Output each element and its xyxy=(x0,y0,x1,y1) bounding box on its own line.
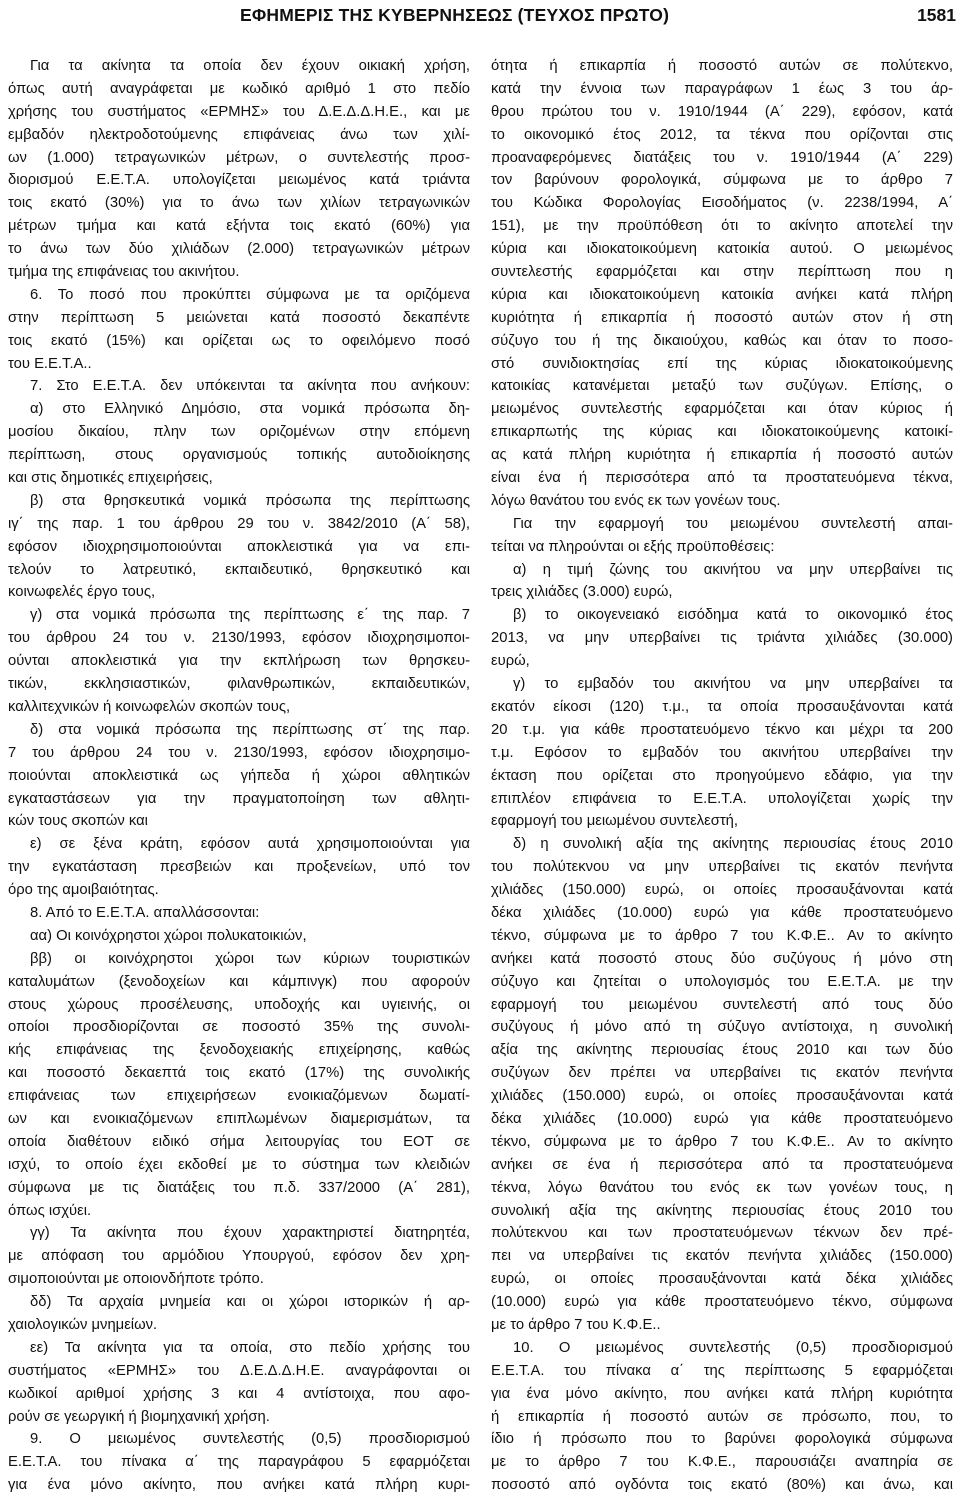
text-line: του άρθρου 24 του ν. 2130/1993, εφόσον ιδιοχρησιμοποι‑ xyxy=(8,630,470,647)
text-line: 10. Ο μειωμένος συντελεστής (0,5) προσδιορισμού xyxy=(513,1339,953,1356)
text-line: σύζυγο και ζητείται ο υπολογισμός του Ε.Ε.Τ.Α. με την xyxy=(491,973,953,990)
text-line: δδ) Τα αρχαία μνημεία και οι χώροι ιστορικών ή αρ‑ xyxy=(30,1294,470,1311)
text-line: Ε.Ε.Τ.Α. του πίνακα α΄ της παραγράφου 5 εφαρμόζεται xyxy=(8,1454,470,1471)
text-line: Για την εφαρμογή του μειωμένου συντελεστή απαι‑ xyxy=(513,515,953,532)
text-line: κοινωφελές έργο τους, xyxy=(8,584,156,601)
text-line: μειωμένος συντελεστής εφαρμόζεται και όταν κύριος ή xyxy=(491,401,953,418)
text-line: τέκνο, σύμφωνα με το άρθρο 7 του Κ.Φ.Ε.. Αν το ακίνητο xyxy=(491,927,953,944)
text-line: σύζυγο του ή της δικαιούχου, καθώς και όταν το ποσο‑ xyxy=(491,332,953,349)
text-line: τέκνο, σύμφωνα με το άρθρο 7 του Κ.Φ.Ε.. Αν το ακίνητο xyxy=(491,1133,953,1150)
text-line: ων (1.000) τετραγωνικών μέτρων, ο συντελεστής προσ‑ xyxy=(8,149,470,166)
text-line: ούνται αποκλειστικά για την εκπλήρωση των θρησκευ‑ xyxy=(8,653,470,670)
text-line: το οικονομικό έτος 2012, τα τέκνα που ορίζονται στις xyxy=(491,126,953,143)
text-line: είναι ένα ή περισσότερα από τα προστατευόμενα τέκνα, xyxy=(491,470,953,487)
text-line: β) το οικογενειακό εισόδημα κατά το οικονομικό έτος xyxy=(513,607,953,624)
text-line: όπως ισχύει. xyxy=(8,1202,92,1219)
text-line: ων και ενοικιαζόμενων επιπλωμένων διαμερισμάτων, τα xyxy=(8,1110,470,1127)
text-line: το άνω των δύο χιλιάδων (2.000) τετραγωνικών μέτρων xyxy=(8,241,470,258)
text-line: τον βαρύνουν φορολογικά, σύμφωνα με το άρθρο 7 xyxy=(491,172,953,189)
text-line: κωδικοί αριθμοί χρήσης 3 και 4 αντίστοιχα, που αφο‑ xyxy=(8,1385,470,1402)
text-line: τελούν το λατρευτικό, εκπαιδευτικό, θρησκευτικό και xyxy=(8,561,470,578)
text-line: δέκα χιλιάδες (10.000) ευρώ για κάθε προστατευόμενο xyxy=(491,904,953,921)
text-line: β) στα θρησκευτικά νομικά πρόσωπα της περίπτωσης xyxy=(30,492,470,509)
text-line: μέτρων τμήμα και κατά εξήντα τοις εκατό (60%) για xyxy=(8,218,470,235)
page-number: 1581 xyxy=(917,5,956,25)
text-line: εε) Τα ακίνητα για τα οποία, στο πεδίο χρήσης του xyxy=(30,1339,470,1356)
text-line: τείται να πληρούνται οι εξής προϋποθέσεις: xyxy=(491,538,775,555)
text-line: συστήματος «ΕΡΜΗΣ» του Δ.Ε.Δ.Δ.Η.Ε. αναγράφονται οι xyxy=(8,1362,470,1379)
page-header xyxy=(0,0,960,30)
text-line: ευρώ, xyxy=(491,653,530,670)
text-line: α) στο Ελληνικό Δημόσιο, στα νομικά πρόσωπα δη‑ xyxy=(30,401,470,418)
text-line: τικών, εκκλησιαστικών, φιλανθρωπικών, εκπαιδευτικών, xyxy=(8,676,470,693)
text-line: σύμφωνα με τις διατάξεις του π.δ. 337/2000 (Α΄ 281), xyxy=(8,1179,470,1196)
text-line: εκατόν είκοσι (120) τ.μ., τα οποία προσαυξάνονται κατά xyxy=(491,698,953,715)
text-line: Για τα ακίνητα τα οποία δεν έχουν οικιακή χρήση, xyxy=(30,58,470,74)
text-line: 8. Από το Ε.Ε.Τ.Α. απαλλάσσονται: xyxy=(30,904,260,921)
text-line: του πολύτεκνου να μην υπερβαίνει τις εκατόν πενήντα xyxy=(491,859,953,876)
text-line: ιγ΄ της παρ. 1 του άρθρου 29 του ν. 3842/2010 (Α΄ 58), xyxy=(8,515,470,532)
text-line: εφαρμογή του μειωμένου συντελεστή από τους δύο xyxy=(491,996,953,1013)
text-line: χιλιάδες (150.000) ευρώ, οι οποίες προσαυξάνονται κατά xyxy=(491,882,953,899)
text-line: για ένα μόνο ακίνητο, που ανήκει κατά πλήρη κυρι‑ xyxy=(8,1477,470,1494)
text-line: στην περίπτωση 5 μειώνεται κατά ποσοστό δεκαπέντε xyxy=(8,309,470,326)
text-line: 7 του άρθρου 24 του ν. 2130/1993, εφόσον ιδιοχρησιμο‑ xyxy=(8,744,470,761)
text-line: 151), με την προϋπόθεση ότι το ακίνητο αποτελεί την xyxy=(491,218,953,235)
text-line: καταλυμάτων (ξενοδοχείων και κάμπινγκ) που αφορούν xyxy=(8,973,470,990)
gazette-title: ΕΦΗΜΕΡΙΣ ΤΗΣ ΚΥΒΕΡΝΗΣΕΩΣ (ΤΕΥΧΟΣ ΠΡΩΤΟ) xyxy=(240,5,670,25)
text-line: πει να υπερβαίνει τις εκατόν πενήντα χιλιάδες (150.000) xyxy=(491,1248,953,1265)
text-line: τρεις χιλιάδες (3.000) ευρώ, xyxy=(491,584,673,601)
text-line: οποίοι προσδιορίζονται σε ποσοστό 35% της συνολι‑ xyxy=(8,1019,470,1036)
text-line: εφόσον ιδιοχρησιμοποιούνται αποκλειστικά για να επι‑ xyxy=(8,538,470,555)
text-line: κών τους σκοπών και xyxy=(8,813,148,830)
text-line: γ) το εμβαδόν του ακινήτου να μην υπερβαίνει τα xyxy=(513,676,953,693)
text-line: κύρια και ιδιοκατοικούμενη κατοικία αυτού. Ο μειωμένος xyxy=(491,241,953,258)
text-line: για ένα μόνο ακίνητο, που ανήκει κατά πλήρη κυριότητα xyxy=(491,1385,953,1402)
text-line: συζύγους ή μόνο από τη σύζυγο αντίστοιχα, η συνολική xyxy=(491,1019,953,1036)
text-line: ανήκει κατά ποσοστό στους δύο συζύγους ή μόνο στη xyxy=(491,950,953,967)
text-line: επιπλέον επιφάνεια το Ε.Ε.Τ.Α. υπολογίζεται χωρίς την xyxy=(491,790,953,807)
text-line: καλλιτεχνικών ή κοινωφελών σκοπών τους, xyxy=(8,698,291,715)
text-line: με το άρθρο 7 του Κ.Φ.Ε., παρουσιάζει αναπηρία σε xyxy=(491,1454,953,1471)
text-line: και στις δημοτικές επιχειρήσεις, xyxy=(8,470,213,487)
text-line: όρο της αμοιβαιότητας. xyxy=(8,882,159,899)
text-line: εφαρμογή του μειωμένου συντελεστή, xyxy=(491,813,739,830)
text-line: χαιολογικών μνημείων. xyxy=(8,1316,158,1333)
text-line: εμβαδόν ηλεκτροδοτούμενης επιφάνειας άνω των χιλί‑ xyxy=(8,126,470,143)
text-line: σιμοποιούνται με οποιονδήποτε τρόπο. xyxy=(8,1271,264,1288)
text-line: κατοικίας κατανέμεται μεταξύ των συζύγων. Επίσης, ο xyxy=(491,378,953,395)
text-line: ποσοστό από ογδόντα τοις εκατό (80%) και άνω, και xyxy=(491,1477,953,1494)
text-line: ρούν σε γεωργική ή βιομηχανική χρήση. xyxy=(8,1408,270,1425)
text-line: ποιούνται αποκλειστικά ως γήπεδα ή χώροι αθλητικών xyxy=(8,767,470,784)
text-line: (10.000) ευρώ για κάθε προστατευόμενο τέκνο, σύμφωνα xyxy=(491,1294,953,1311)
text-line: ότητα ή επικαρπία ή ποσοστό αυτών σε πολύτεκνο, xyxy=(491,58,953,74)
text-line: ή επικαρπία ή ποσοστό αυτών σε πρόσωπο, που, το xyxy=(491,1408,953,1425)
text-line: μοσίου δικαίου, πλην των οριζομένων στην επόμενη xyxy=(8,424,470,441)
text-line: και ποσοστό δεκαεπτά τοις εκατό (17%) της συνολικής xyxy=(8,1065,470,1082)
text-line: τέκνα, λόγω θανάτου του ενός εκ των γονέων τους, η xyxy=(491,1179,953,1196)
text-line: τμήμα της επιφάνειας του ακινήτου. xyxy=(8,264,240,281)
text-line: την εγκατάσταση πρεσβειών και προξενείων, υπό τον xyxy=(8,859,470,876)
text-line: τοις εκατό (15%) και ορίζεται ως το οφειλόμενο ποσό xyxy=(8,332,470,349)
text-line: δ) η συνολική αξία της ακίνητης περιουσίας έτους 2010 xyxy=(513,836,953,853)
text-line: έκταση που ορίζεται στο προηγούμενο εδάφιο, για την xyxy=(491,767,953,784)
text-line: πολύτεκνου και των προστατευόμενων τέκνων δεν πρέ‑ xyxy=(491,1225,953,1242)
text-line: α) η τιμή ζώνης του ακινήτου να μην υπερβαίνει τις xyxy=(513,561,953,578)
text-line: ευρώ, οι οποίες προσαυξάνονται κατά δέκα χιλιάδες xyxy=(491,1271,953,1288)
text-line: γγ) Τα ακίνητα που έχουν χαρακτηριστεί διατηρητέα, xyxy=(30,1225,470,1242)
text-line: χρήσης του συστήματος «ΕΡΜΗΣ» του Δ.Ε.Δ.Δ.Η.Ε., και με xyxy=(8,103,470,120)
text-line: του Ε.Ε.Τ.Α.. xyxy=(8,355,92,372)
text-line: ε) σε ξένα κράτη, εφόσον αυτά χρησιμοποιούνται για xyxy=(30,836,470,853)
text-line: συνολική αξία της ακίνητης περιουσίας έτους 2010 του xyxy=(491,1202,953,1219)
text-line: προαναφερόμενες διατάξεις του ν. 1910/1944 (Α΄ 229) xyxy=(491,149,953,166)
text-line: στό συνιδιοκτησίας επί της κύριας ιδιοκατοικούμενης xyxy=(491,355,953,372)
text-line: του Κώδικα Φορολογίας Εισοδήματος (ν. 2238/1994, Α΄ xyxy=(491,195,953,212)
text-line: περίπτωση, στους οργανισμούς τοπικής αυτοδιοίκησης xyxy=(8,447,470,464)
text-line: γ) στα νομικά πρόσωπα της περίπτωσης ε΄ της παρ. 7 xyxy=(30,607,470,624)
text-line: με απόφαση του αρμόδιου Υπουργού, εφόσον δεν χρη‑ xyxy=(8,1248,470,1265)
text-line: διορισμού Ε.Ε.Τ.Α. υπολογίζεται μειωμένος κατά τριάντα xyxy=(8,172,470,189)
text-line: κής επιφάνειας της ξενοδοχειακής επιχείρησης, καθώς xyxy=(8,1042,470,1059)
text-line: επιφάνειας των επιχειρήσεων ενοικιαζόμενων δωματί‑ xyxy=(8,1088,470,1105)
text-line: 20 τ.μ. για κάθε προστατευόμενο τέκνο και μέχρι τα 200 xyxy=(491,721,953,738)
text-line: 6. Το ποσό που προκύπτει σύμφωνα με τα οριζόμενα xyxy=(30,286,470,303)
text-line: κυριότητα ή επικαρπία ή ποσοστό αυτών στον ή στη xyxy=(491,309,953,326)
text-line: συντελεστής εφαρμόζεται και στην περίπτωση που η xyxy=(491,264,953,281)
text-line: συζύγων δεν πρέπει να υπερβαίνει τις εκατόν πενήντα xyxy=(491,1065,953,1082)
text-line: χιλιάδες (150.000) ευρώ, οι οποίες προσαυξάνονται κατά xyxy=(491,1088,953,1105)
text-line: στους χώρους προσέλευσης, υποδοχής και υγιεινής, οι xyxy=(8,996,470,1013)
text-line: ββ) οι κοινόχρηστοι χώροι των κύριων τουριστικών xyxy=(30,950,470,967)
text-line: επικαρπωτής της κύριας και ιδιοκατοικούμενης κατοικί‑ xyxy=(491,424,953,441)
text-line: 7. Στο Ε.Ε.Τ.Α. δεν υπόκεινται τα ακίνητα που ανήκουν: xyxy=(30,378,470,395)
text-line: δ) στα νομικά πρόσωπα της περίπτωσης στ΄ της παρ. xyxy=(30,721,470,738)
text-line: τοις εκατό (30%) για το άνω των χιλίων τετραγωνικών xyxy=(8,195,470,212)
left-text-column xyxy=(8,55,470,1497)
text-line: λόγω θανάτου του ενός εκ των γονέων τους. xyxy=(491,492,781,509)
text-line: ίδιο ή πρόσωπο που το βαρύνει φορολογικά σύμφωνα xyxy=(491,1431,953,1448)
text-line: θρου πρώτου του ν. 1910/1944 (Α΄ 229), εφόσον, κατά xyxy=(491,103,953,120)
text-line: οποία διαθέτουν ειδικό σήμα λειτουργίας του ΕΟΤ σε xyxy=(8,1133,470,1150)
text-line: κύρια και ιδιοκατοικούμενη κατοικία ανήκει κατά πλήρη xyxy=(491,286,953,303)
text-line: δέκα χιλιάδες (10.000) ευρώ για κάθε προστατευόμενο xyxy=(491,1110,953,1127)
text-line: ανήκει σε ένα ή περισσότερα από τα προστατευόμενα xyxy=(491,1156,953,1173)
text-line: εγκαταστάσεων για την πραγματοποίηση των αθλητι‑ xyxy=(8,790,470,807)
text-line: με το άρθρο 7 του Κ.Φ.Ε.. xyxy=(491,1316,661,1333)
right-text-column xyxy=(491,55,953,1497)
text-line: 9. Ο μειωμένος συντελεστής (0,5) προσδιορισμού xyxy=(30,1431,470,1448)
text-line: αξία της ακίνητης περιουσίας έτους 2010 και των δύο xyxy=(491,1042,953,1059)
text-line: τ.μ. Εφόσον το εμβαδόν του ακινήτου υπερβαίνει την xyxy=(491,744,953,761)
text-line: Ε.Ε.Τ.Α. του πίνακα α΄ της περίπτωσης 5 εφαρμόζεται xyxy=(491,1362,953,1379)
text-line: ισχύ, το οποίο έχει εκδοθεί με το σύστημα των κλειδιών xyxy=(8,1156,470,1173)
text-line: όπως αυτή αναγράφεται με κωδικό αριθμό 1 στο πεδίο xyxy=(8,80,470,97)
text-line: 2013, να μην υπερβαίνει τις τριάντα χιλιάδες (30.000) xyxy=(491,630,953,647)
text-line: ας κατά πλήρη κυριότητα ή επικαρπία ή ποσοστό αυτών xyxy=(491,447,953,464)
text-line: κατά την έννοια των παραγράφων 1 έως 3 του άρ‑ xyxy=(491,80,953,97)
text-line: αα) Οι κοινόχρηστοι χώροι πολυκατοικιών, xyxy=(30,927,307,944)
